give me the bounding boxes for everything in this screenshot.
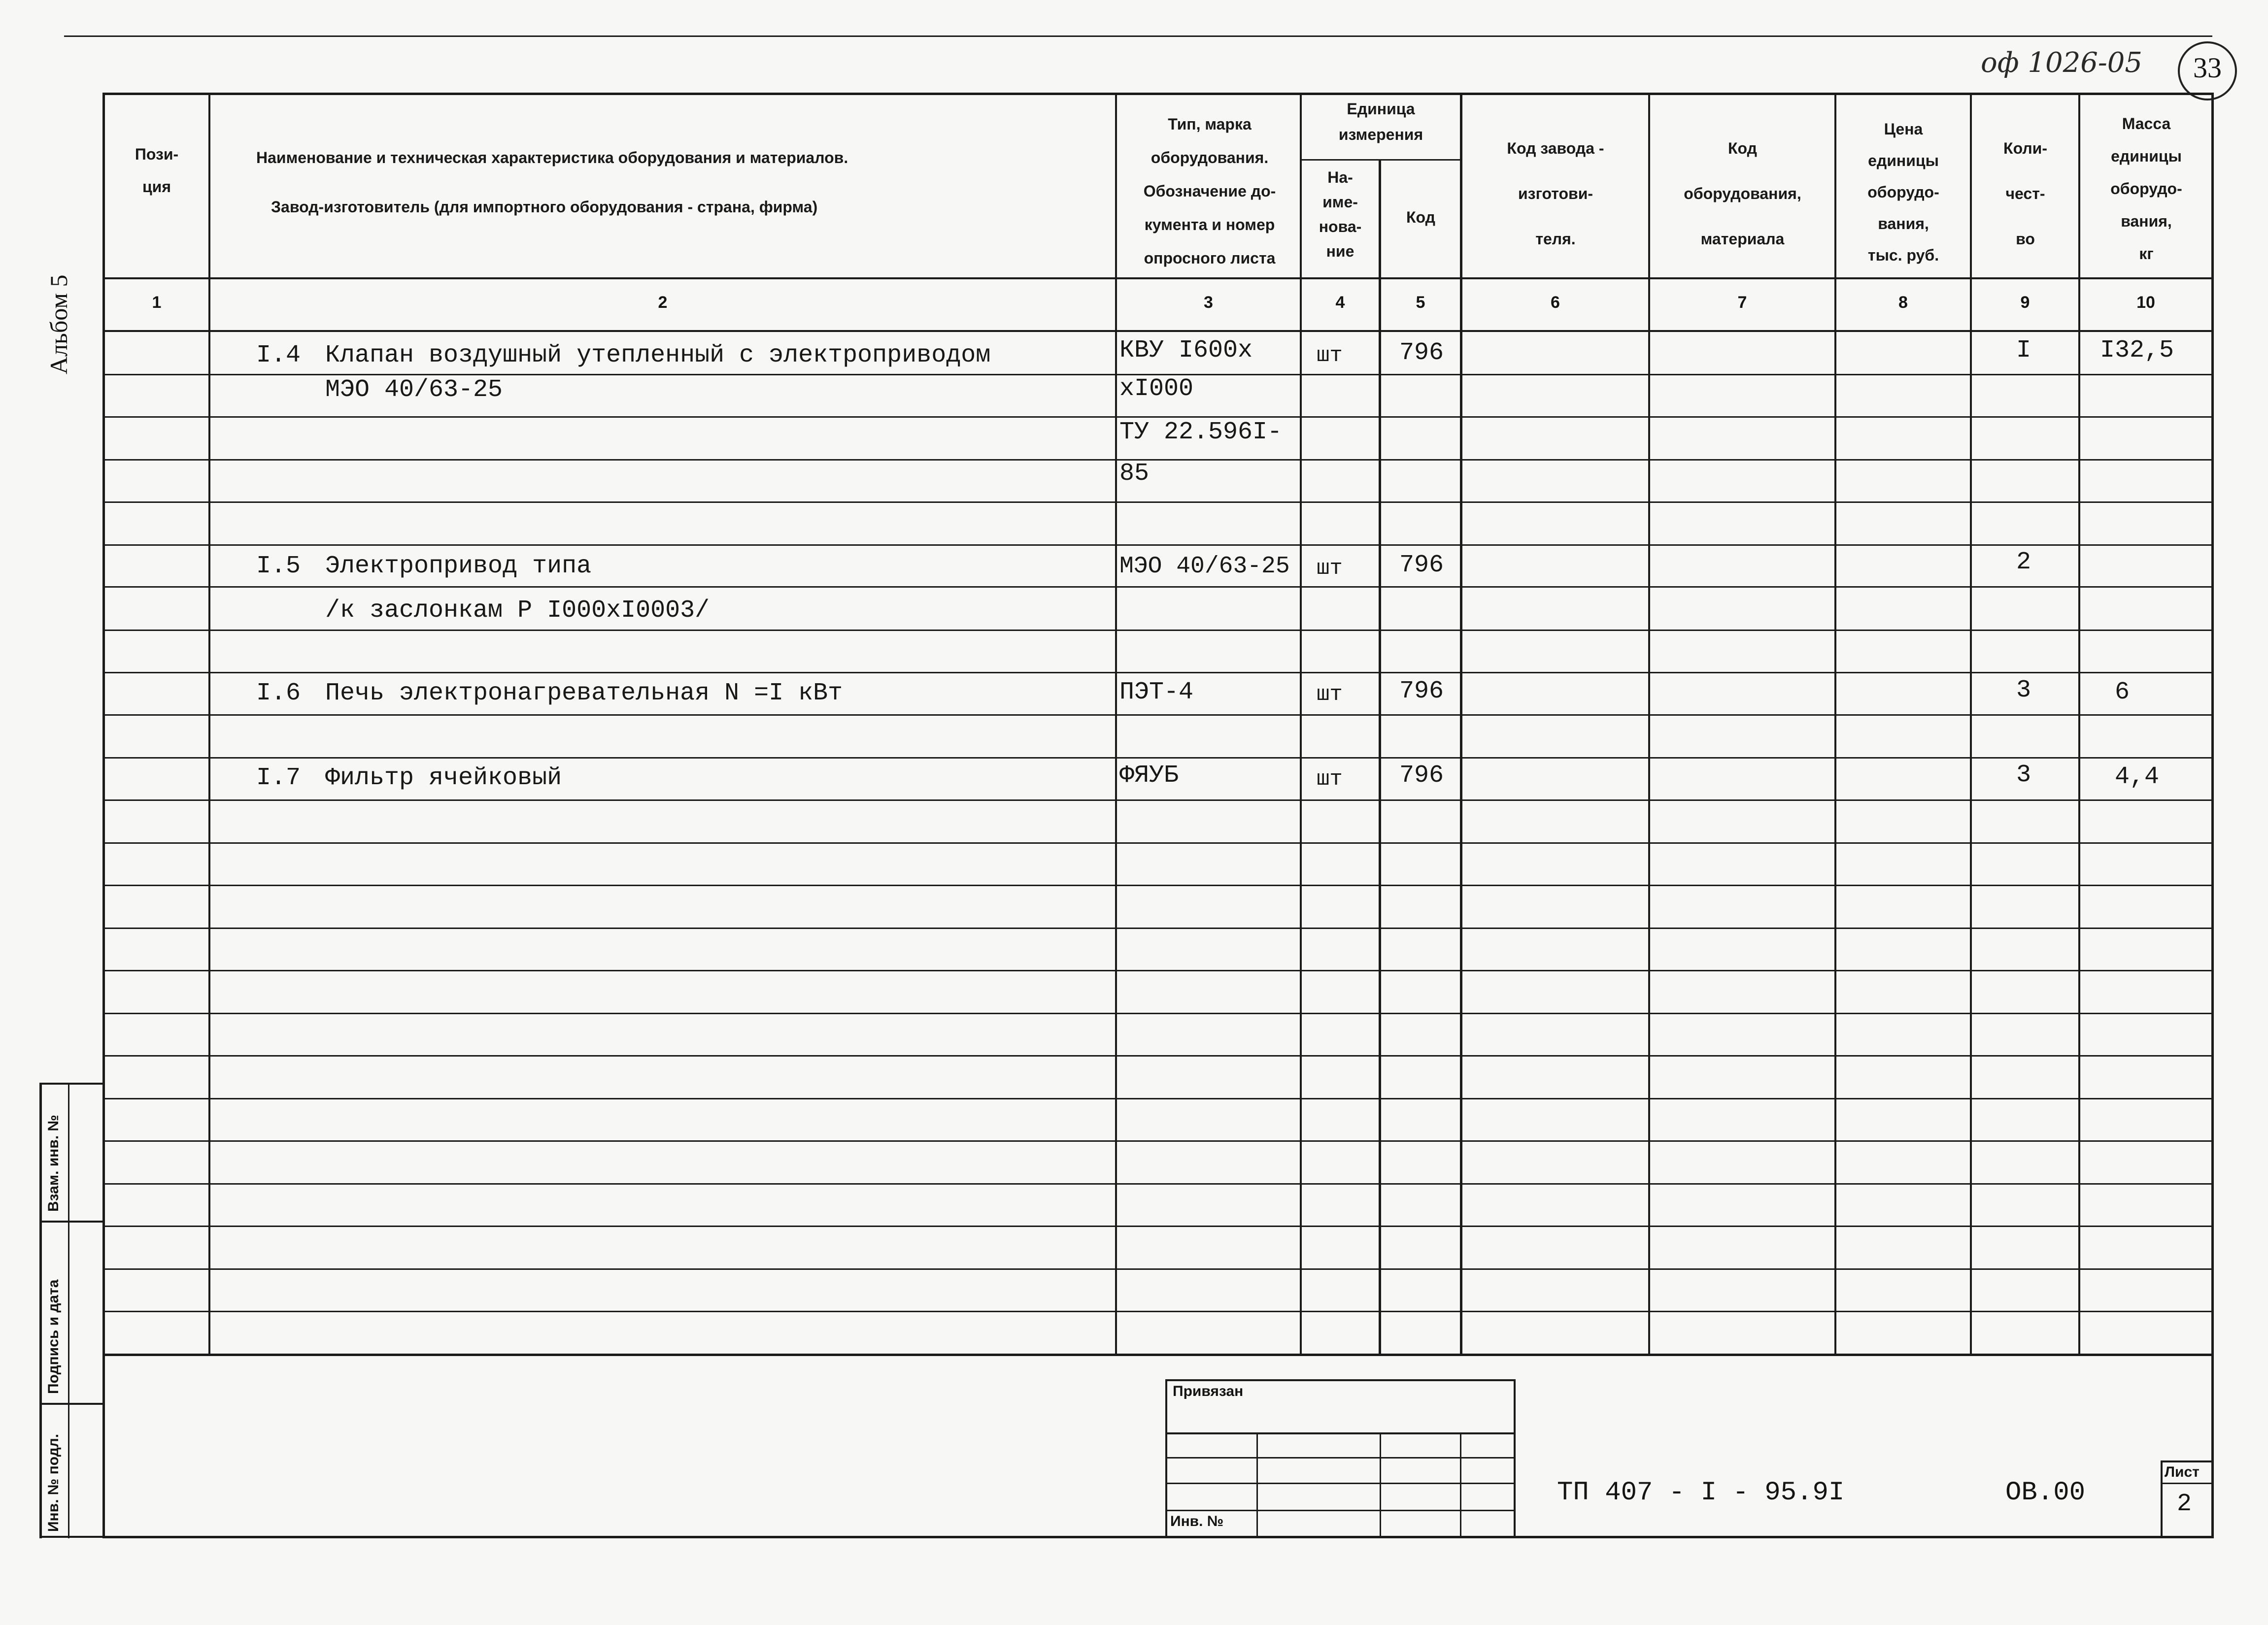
header-price: Цена единицы оборудо- вания, тыс. руб. xyxy=(1867,120,1939,264)
cell-position: I.6 xyxy=(256,679,301,707)
cell-type: ПЭТ-4 xyxy=(1119,678,1194,706)
privyazan-label: Привязан xyxy=(1173,1383,1244,1399)
colnum-6: 6 xyxy=(1551,293,1560,312)
album-label: Альбом 5 xyxy=(45,274,72,374)
cell-name: Фильтр ячейковый xyxy=(325,764,562,792)
cell-type: ФЯУБ xyxy=(1119,762,1179,790)
colnum-10: 10 xyxy=(2136,293,2155,312)
handwritten-reference: оф 1026-05 xyxy=(1981,47,2143,79)
header-position: Пози- ция xyxy=(135,145,179,196)
cell-name: МЭО 40/63-25 xyxy=(325,376,503,404)
table-bottom xyxy=(102,1536,2214,1538)
table-right xyxy=(2211,93,2214,1538)
side-label-inv-podl: Инв. № подл. xyxy=(45,1433,62,1532)
inv-no-label: Инв. № xyxy=(1170,1513,1224,1529)
number-row-rule xyxy=(102,330,2214,332)
cell-code: 796 xyxy=(1399,677,1444,705)
col-line-9 xyxy=(2078,93,2080,1356)
header-equipment-code: Код оборудования, материала xyxy=(1684,139,1801,248)
cell-unit: шт xyxy=(1317,682,1343,707)
cell-unit: шт xyxy=(1317,343,1343,368)
colnum-8: 8 xyxy=(1898,293,1908,312)
cell-name: Печь электронагревательная N =I кВт xyxy=(325,679,843,707)
colnum-1: 1 xyxy=(152,293,162,312)
header-unit-name: На- име- нова- ние xyxy=(1319,168,1362,260)
header-mass: Масса единицы оборудо- вания, кг xyxy=(2110,115,2182,263)
cell-position: I.7 xyxy=(256,764,301,792)
header-name: Наименование и техническая характеристика оборудования и материалов. Завод-изготовитель (для импортного оборудования - страна, фирма) xyxy=(256,149,848,216)
cell-mass: 4,4 xyxy=(2115,763,2160,791)
colnum-9: 9 xyxy=(2020,293,2030,312)
header-unit-code: Код xyxy=(1406,208,1435,226)
header-type: Тип, марка оборудования. Обозначение до- кумента и номер опросного листа xyxy=(1143,115,1276,267)
cell-type: КВУ I600х xyxy=(1119,336,1253,365)
col-line-1 xyxy=(208,93,210,1356)
section-code: ОВ.00 xyxy=(2005,1478,2086,1508)
cell-code: 796 xyxy=(1399,551,1444,579)
header-unit-group: Единица измерения xyxy=(1338,100,1423,143)
cell-position: I.4 xyxy=(256,341,301,369)
cell-quantity: 3 xyxy=(2016,676,2031,704)
cell-type: хI000 xyxy=(1119,375,1194,403)
cell-code: 796 xyxy=(1399,762,1444,790)
colnum-5: 5 xyxy=(1416,293,1425,312)
cell-quantity: 3 xyxy=(2016,761,2031,789)
cell-mass: 6 xyxy=(2115,678,2130,706)
col-line-7 xyxy=(1834,93,1836,1356)
cell-unit: шт xyxy=(1317,767,1343,792)
cell-name: Электропривод типа xyxy=(325,552,592,580)
colnum-4: 4 xyxy=(1335,293,1345,312)
document-code: ТП 407 - I - 95.9I xyxy=(1557,1478,1845,1508)
cell-type: 85 xyxy=(1119,460,1150,488)
header-plant-code: Код завода - изготови- теля. xyxy=(1507,139,1604,248)
col-line-2 xyxy=(1115,93,1117,1356)
cell-position: I.5 xyxy=(256,552,301,580)
side-label-podpis-data: Подпись и дата xyxy=(45,1279,62,1394)
header-rule xyxy=(102,277,2214,279)
colnum-3: 3 xyxy=(1204,293,1213,312)
sheet-number: 2 xyxy=(2177,1490,2192,1518)
cell-quantity: 2 xyxy=(2016,548,2031,576)
side-label-vzam-inv: Взам. инв. № xyxy=(45,1115,62,1212)
col-line-3 xyxy=(1300,93,1302,1356)
cell-quantity: I xyxy=(2016,336,2031,365)
cell-name: /к заслонкам Р I000хI0003/ xyxy=(325,597,710,625)
page-number: 33 xyxy=(2193,52,2222,84)
cell-unit: шт xyxy=(1317,556,1343,581)
col-line-6 xyxy=(1648,93,1650,1356)
sheet-label: Лист xyxy=(2165,1464,2200,1480)
cell-mass: I32,5 xyxy=(2100,336,2174,365)
unit-group-rule xyxy=(1300,159,1461,161)
top-rule xyxy=(64,35,2212,37)
colnum-2: 2 xyxy=(658,293,668,312)
colnum-7: 7 xyxy=(1737,293,1747,312)
cell-type: ТУ 22.596I- xyxy=(1119,418,1283,446)
cell-name: Клапан воздушный утепленный с электроприводом xyxy=(325,341,991,369)
cell-type: МЭО 40/63-25 xyxy=(1119,553,1290,580)
table-top xyxy=(102,93,2214,95)
cell-code: 796 xyxy=(1399,339,1444,367)
header-quantity: Коли- чест- во xyxy=(2003,139,2047,248)
col-line-5 xyxy=(1460,93,1462,1356)
col-line-8 xyxy=(1970,93,1972,1356)
